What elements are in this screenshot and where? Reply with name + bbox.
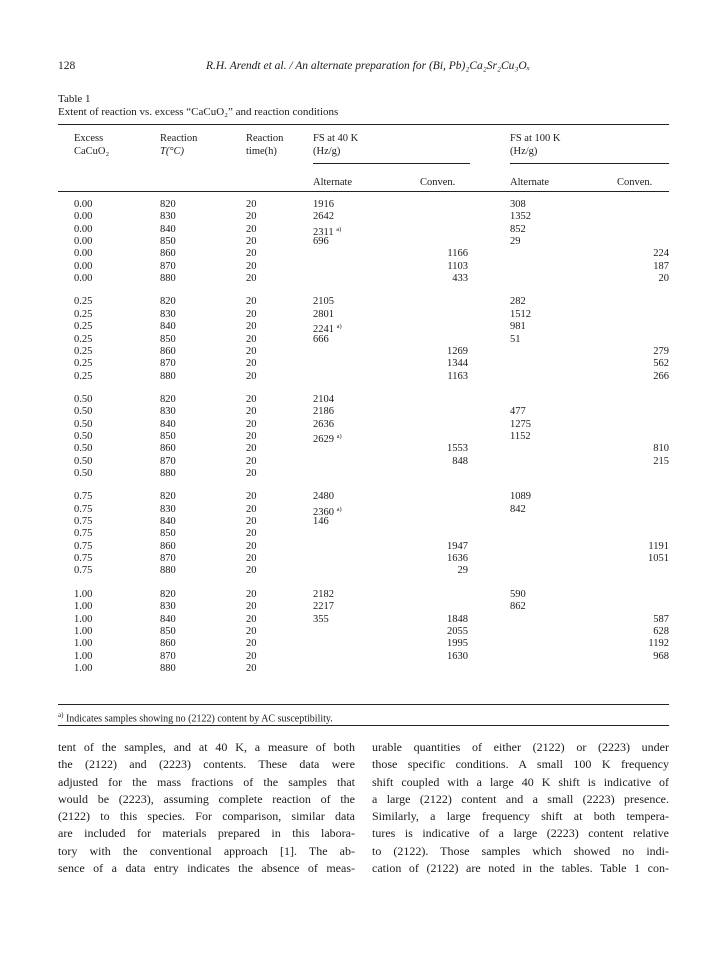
cell-fs40-conven: 1848 [447, 613, 468, 625]
cell-fs40-alternate: 2629 $^{a)}$ [313, 432, 342, 445]
header-fs100-line2: (Hz/g) [510, 146, 538, 157]
cell-fs100-conven: 266 [653, 370, 669, 382]
cell-reaction-t: 820 [160, 199, 176, 210]
body-line: adjusted for the mass fractions of the samples that [58, 774, 355, 789]
cell-reaction-time: 20 [246, 393, 257, 405]
cell-reaction-t: 860 [160, 638, 176, 650]
table-bottom-rule [58, 704, 669, 705]
cell-fs40-alternate: 2241 $^{a)}$ [313, 323, 342, 336]
cell-reaction-t: 870 [160, 260, 176, 272]
cell-reaction-t: 860 [160, 443, 176, 455]
cell-fs40-conven: 29 [457, 565, 468, 577]
cell-fs40-conven: 1269 [447, 345, 468, 357]
cell-fs100-conven: 1191 [648, 540, 669, 552]
cell-fs100-conven: 1192 [648, 638, 669, 650]
cell-excess: 0.00 [74, 199, 93, 210]
footnote-mark: a) [58, 711, 64, 719]
cell-fs100-alternate: 308 [510, 199, 526, 210]
cell-reaction-time: 20 [246, 273, 257, 285]
cell-reaction-t: 830 [160, 308, 176, 320]
cell-fs40-alternate: 355 [313, 613, 329, 625]
cell-fs100-alternate: 1352 [510, 211, 531, 223]
cell-fs100-conven: 1051 [648, 553, 669, 565]
cell-reaction-t: 840 [160, 613, 176, 625]
cell-fs100-conven: 279 [653, 345, 669, 357]
cell-fs100-alternate: 981 [510, 321, 526, 333]
cell-excess: 0.25 [74, 370, 93, 382]
cell-reaction-t: 820 [160, 588, 176, 600]
subheader-fs40-conven: Conven. [420, 177, 456, 188]
cell-reaction-time: 20 [246, 358, 257, 370]
subheader-fs100-conven: Conven. [617, 177, 653, 188]
cell-reaction-time: 20 [246, 248, 257, 260]
cell-fs40-conven: 1163 [447, 370, 468, 382]
body-line: the (2122) and (2223) contents. These data were [58, 757, 355, 772]
cell-fs40-alternate: 2636 [313, 418, 334, 430]
cell-fs40-alternate: 1916 [313, 199, 334, 210]
body-line: tent of the samples, and at 40 K, a measure of both [58, 740, 355, 754]
cell-fs100-conven: 628 [653, 625, 669, 637]
cell-reaction-time: 20 [246, 491, 257, 503]
cell-reaction-t: 830 [160, 406, 176, 418]
cell-excess: 0.00 [74, 236, 93, 248]
cell-reaction-t: 870 [160, 358, 176, 370]
cell-reaction-time: 20 [246, 455, 257, 467]
cell-reaction-time: 20 [246, 565, 257, 577]
cell-reaction-time: 20 [246, 308, 257, 320]
cell-excess: 1.00 [74, 601, 93, 613]
cell-excess: 0.75 [74, 540, 93, 552]
cell-reaction-t: 870 [160, 553, 176, 565]
cell-fs40-conven: 1166 [447, 248, 468, 260]
cell-excess: 0.75 [74, 553, 93, 565]
body-line: are included for materials prepared in this labora- [58, 826, 355, 841]
footnote-rule [58, 725, 669, 726]
fs100-group-rule [510, 163, 669, 164]
cell-excess: 0.50 [74, 455, 93, 467]
body-line: tures is indicative of a large (2223) content relative [372, 826, 669, 841]
cell-fs40-conven: 1630 [447, 650, 468, 662]
cell-fs40-alternate: 2105 [313, 296, 334, 308]
cell-reaction-t: 820 [160, 491, 176, 503]
body-text-right-column [372, 739, 669, 877]
cell-reaction-time: 20 [246, 260, 257, 272]
cell-excess: 1.00 [74, 613, 93, 625]
cell-fs40-alternate: 2182 [313, 588, 334, 600]
body-text-left-column [58, 739, 355, 877]
cell-excess: 0.50 [74, 430, 93, 442]
cell-fs100-alternate: 477 [510, 406, 526, 418]
cell-reaction-time: 20 [246, 516, 257, 528]
cell-reaction-t: 830 [160, 601, 176, 613]
cell-excess: 0.00 [74, 260, 93, 272]
subheader-fs100-alternate: Alternate [510, 177, 550, 188]
cell-reaction-t: 840 [160, 516, 176, 528]
body-line: urable quantities of either (2122) or (2223) under [372, 740, 669, 754]
cell-excess: 0.75 [74, 503, 93, 515]
cell-reaction-time: 20 [246, 613, 257, 625]
cell-reaction-t: 860 [160, 345, 176, 357]
footnote-marker: a) [336, 505, 342, 513]
cell-fs40-conven: 1553 [447, 443, 468, 455]
cell-fs100-conven: 187 [653, 260, 669, 272]
cell-reaction-t: 850 [160, 333, 176, 345]
cell-fs40-conven: 848 [452, 455, 468, 467]
cell-fs40-conven: 1947 [447, 540, 468, 552]
cell-fs100-conven: 587 [653, 613, 669, 625]
cell-reaction-time: 20 [246, 662, 257, 674]
cell-fs40-alternate: 2186 [313, 406, 334, 418]
cell-reaction-time: 20 [246, 468, 257, 479]
cell-excess: 1.00 [74, 625, 93, 637]
cell-excess: 1.00 [74, 650, 93, 662]
cell-reaction-time: 20 [246, 211, 257, 223]
cell-excess: 0.75 [74, 528, 93, 540]
body-line: sence of a data entry indicates the absence of meas- [58, 861, 355, 876]
body-line: tory with the conventional approach [1]. The ab- [58, 843, 355, 858]
cell-fs40-conven: 1636 [447, 553, 468, 565]
cell-excess: 0.25 [74, 333, 93, 345]
cell-excess: 0.75 [74, 565, 93, 577]
cell-fs40-alternate: 2801 [313, 308, 334, 320]
cell-excess: 0.00 [74, 248, 93, 260]
fs40-group-rule [313, 163, 470, 164]
cell-fs100-conven: 810 [653, 443, 669, 455]
body-line: (2122) to this species. For comparison, similar data [58, 809, 355, 824]
cell-fs100-alternate: 590 [510, 588, 526, 600]
cell-reaction-t: 850 [160, 430, 176, 442]
body-line: cation of (2122) are noted in the tables. Table 1 con- [372, 861, 669, 876]
cell-excess: 0.00 [74, 273, 93, 285]
footnote-marker: a) [336, 323, 342, 331]
body-line: would be (2223), assuming complete reaction of the [58, 791, 355, 806]
header-bottom-rule [58, 191, 669, 192]
cell-reaction-t: 820 [160, 393, 176, 405]
cell-reaction-time: 20 [246, 625, 257, 637]
cell-fs100-conven: 562 [653, 358, 669, 370]
cell-fs100-alternate: 282 [510, 296, 526, 308]
cell-reaction-time: 20 [246, 528, 257, 540]
cell-fs100-alternate: 1089 [510, 491, 531, 503]
cell-fs40-alternate: 2104 [313, 393, 334, 405]
body-line: shift coupled with a large 40 K shift is indicative of [372, 774, 669, 789]
cell-fs40-alternate: 2480 [313, 491, 334, 503]
cell-fs40-alternate: 2642 [313, 211, 334, 223]
cell-reaction-t: 830 [160, 503, 176, 515]
cell-fs100-conven: 20 [658, 273, 669, 285]
cell-excess: 0.50 [74, 418, 93, 430]
cell-fs100-conven: 968 [653, 650, 669, 662]
cell-fs40-conven: 2055 [447, 625, 468, 637]
cell-excess: 0.25 [74, 358, 93, 370]
cell-reaction-time: 20 [246, 638, 257, 650]
cell-fs40-conven: 1103 [447, 260, 468, 272]
cell-reaction-time: 20 [246, 370, 257, 382]
cell-reaction-time: 20 [246, 503, 257, 515]
cell-fs100-alternate: 51 [510, 333, 521, 345]
page-number: 128 [58, 60, 76, 72]
cell-excess: 1.00 [74, 662, 93, 674]
header-reaction-time-line1: Reaction [246, 133, 284, 144]
cell-reaction-t: 880 [160, 273, 176, 285]
footnote-text: Indicates samples showing no (2122) content by AC susceptibility. [65, 713, 333, 725]
cell-excess: 0.50 [74, 443, 93, 455]
header-excess-line1: Excess [74, 133, 104, 144]
cell-excess: 0.25 [74, 296, 93, 308]
footnote-marker: a) [336, 225, 342, 233]
cell-excess: 0.50 [74, 393, 93, 405]
footnote-marker: a) [336, 432, 342, 440]
cell-reaction-time: 20 [246, 199, 257, 210]
cell-fs100-conven: 224 [653, 248, 669, 260]
cell-excess: 0.75 [74, 516, 93, 528]
cell-reaction-t: 870 [160, 650, 176, 662]
cell-reaction-t: 830 [160, 211, 176, 223]
cell-reaction-time: 20 [246, 650, 257, 662]
cell-fs100-alternate: 862 [510, 601, 526, 613]
cell-reaction-time: 20 [246, 443, 257, 455]
cell-reaction-t: 880 [160, 565, 176, 577]
cell-reaction-t: 820 [160, 296, 176, 308]
cell-reaction-time: 20 [246, 553, 257, 565]
cell-excess: 1.00 [74, 638, 93, 650]
cell-excess: 0.00 [74, 211, 93, 223]
cell-reaction-time: 20 [246, 540, 257, 552]
cell-reaction-time: 20 [246, 296, 257, 308]
cell-excess: 0.75 [74, 491, 93, 503]
cell-fs100-alternate: 852 [510, 223, 526, 235]
cell-excess: 0.50 [74, 406, 93, 418]
cell-fs40-conven: 433 [452, 273, 468, 285]
header-reaction-t-line2: T(°C) [160, 146, 185, 157]
header-fs40-line1: FS at 40 K [313, 133, 359, 144]
cell-fs100-conven: 215 [653, 455, 669, 467]
cell-fs40-alternate: 2311 $^{a)}$ [313, 225, 342, 238]
cell-excess: 0.25 [74, 345, 93, 357]
cell-fs40-conven: 1995 [447, 638, 468, 650]
cell-reaction-time: 20 [246, 418, 257, 430]
cell-reaction-time: 20 [246, 430, 257, 442]
cell-reaction-time: 20 [246, 345, 257, 357]
running-header [58, 60, 668, 76]
cell-fs40-alternate: 2360 $^{a)}$ [313, 505, 342, 518]
cell-reaction-t: 870 [160, 455, 176, 467]
cell-reaction-t: 880 [160, 370, 176, 382]
cell-reaction-time: 20 [246, 236, 257, 248]
body-line: a large (2122) content and a small (2223) presence. [372, 791, 669, 806]
cell-fs40-alternate: 146 [313, 516, 329, 528]
cell-excess: 0.25 [74, 321, 93, 333]
cell-reaction-time: 20 [246, 223, 257, 235]
header-fs100-line1: FS at 100 K [510, 133, 561, 144]
cell-reaction-t: 860 [160, 540, 176, 552]
cell-reaction-time: 20 [246, 333, 257, 345]
cell-reaction-t: 880 [160, 468, 176, 479]
body-line: Similarly, a large frequency shift at both tempera- [372, 809, 669, 824]
cell-fs100-alternate: 842 [510, 503, 526, 515]
table-label: Table 1 [58, 93, 91, 105]
cell-reaction-t: 840 [160, 321, 176, 333]
cell-reaction-time: 20 [246, 601, 257, 613]
cell-excess: 0.00 [74, 223, 93, 235]
cell-reaction-time: 20 [246, 406, 257, 418]
cell-reaction-t: 850 [160, 528, 176, 540]
cell-reaction-t: 860 [160, 248, 176, 260]
header-reaction-t-line1: Reaction [160, 133, 198, 144]
running-title: R.H. Arendt et al. / An alternate preparation for (Bi, Pb)₂Ca₂Sr₂Cu₃Oₓ [206, 60, 530, 72]
cell-reaction-t: 840 [160, 223, 176, 235]
header-excess-line2: CaCuO₂ [74, 146, 110, 157]
cell-fs100-alternate: 1152 [510, 430, 531, 442]
cell-reaction-time: 20 [246, 321, 257, 333]
cell-fs100-alternate: 1275 [510, 418, 531, 430]
cell-fs40-alternate: 2217 [313, 601, 334, 613]
cell-excess: 1.00 [74, 588, 93, 600]
header-fs40-line2: (Hz/g) [313, 146, 341, 157]
body-line: to (2122). Those samples which showed no indi- [372, 843, 669, 858]
cell-reaction-t: 850 [160, 625, 176, 637]
cell-fs40-alternate: 696 [313, 236, 329, 248]
cell-reaction-t: 850 [160, 236, 176, 248]
cell-excess: 0.50 [74, 468, 93, 479]
cell-fs100-alternate: 1512 [510, 308, 531, 320]
subheader-fs40-alternate: Alternate [313, 177, 353, 188]
table-caption: Extent of reaction vs. excess “CaCuO₂” and reaction conditions [58, 106, 339, 118]
header-reaction-time-line2: time(h) [246, 146, 277, 157]
cell-reaction-time: 20 [246, 588, 257, 600]
cell-reaction-t: 840 [160, 418, 176, 430]
cell-fs40-conven: 1344 [447, 358, 468, 370]
cell-fs40-alternate: 666 [313, 333, 329, 345]
cell-excess: 0.25 [74, 308, 93, 320]
cell-fs100-alternate: 29 [510, 236, 521, 248]
body-line: those specific conditions. A small 100 K frequency [372, 757, 669, 772]
table-top-rule [58, 124, 669, 125]
table-footnote [58, 711, 333, 724]
cell-reaction-t: 880 [160, 662, 176, 674]
